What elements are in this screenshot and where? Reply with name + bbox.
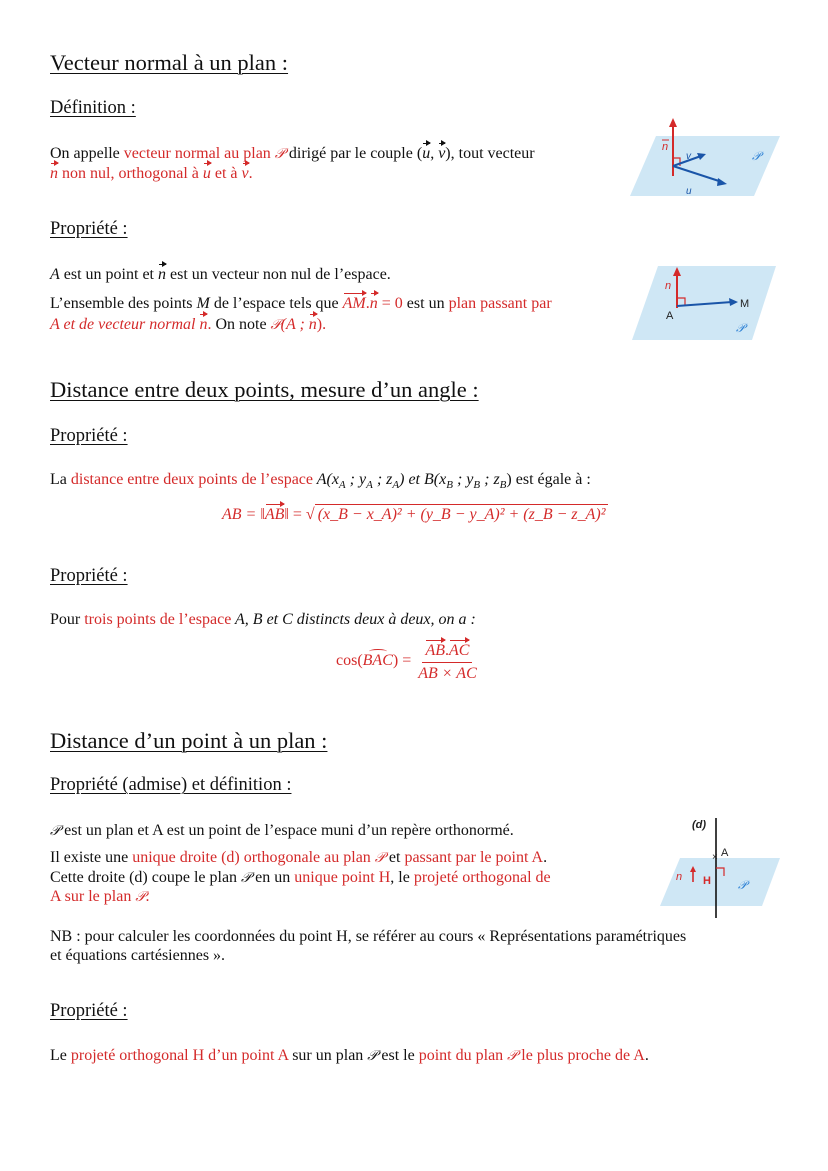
fig1-v-label: v xyxy=(686,151,691,162)
nb-line-1: NB : pour calculer les coordonnées du point H, se référer au cours « Représentations paramétriques xyxy=(50,928,687,945)
section-title-point-plane-distance: Distance d’un point à un plan : xyxy=(50,728,328,753)
fig2-n-label: n xyxy=(665,280,672,292)
property-heading-2: Propriété : xyxy=(50,426,128,446)
distance-formula: AB = ‖AB‖ = √ (x_B − x_A)² + (y_B − y_A)² + (z_B − z_A)² xyxy=(222,506,606,523)
fig3-n-label: n xyxy=(676,871,683,883)
fig3-h-label: H xyxy=(703,875,711,887)
orthogonal-projection-figure xyxy=(658,810,782,920)
closest-point-property: Le projeté orthogonal H d’un point A sur un plan 𝒫 est le point du plan 𝒫 le plus proche de A. xyxy=(50,1047,649,1064)
distance-property-text: La distance entre deux points de l’espace $A(x_A$ ; $y_A$ ; $z_A$) et $B(x_B$ ; $y_B$ ; $z_B$) est égale à : xyxy=(50,471,591,492)
definition-line-1: On appelle vecteur normal au plan 𝒫 dirigé par le couple (u, v), tout vecteur xyxy=(50,145,535,162)
property-1-line-2: L’ensemble des points M de l’espace tels que AM.n = 0 est un plan passant par xyxy=(50,295,552,312)
projection-line-4: A sur le plan 𝒫. xyxy=(50,888,150,905)
projection-line-2: Il existe une unique droite (d) orthogonale au plan 𝒫 et passant par le point A. xyxy=(50,849,548,866)
angle-property-text: Pour trois points de l’espace A, B et C distincts deux à deux, on a : xyxy=(50,611,476,628)
nb-line-2: et équations cartésiennes ». xyxy=(50,947,226,964)
fig2-m-label: M xyxy=(740,298,750,310)
projection-line-3: Cette droite (d) coupe le plan 𝒫 en un unique point H, le projeté orthogonal de xyxy=(50,869,551,886)
fig2-a-label: A xyxy=(666,310,674,322)
normal-vector-figure xyxy=(626,116,784,202)
property-1-line-1: A est un point et n est un vecteur non nul de l’espace. xyxy=(50,266,391,283)
property-heading-3: Propriété : xyxy=(50,566,128,586)
fig1-u-label: u xyxy=(686,186,692,197)
svg-text:×: × xyxy=(712,852,718,863)
section-title-distance-angle: Distance entre deux points, mesure d’un angle : xyxy=(50,377,479,402)
definition-line-2: n non nul, orthogonal à u et à v. xyxy=(50,165,253,182)
property-1-line-3: A et de vecteur normal n. On note 𝒫(A ; n). xyxy=(50,316,327,333)
property-heading-4: Propriété : xyxy=(50,1001,128,1021)
plane-shape xyxy=(632,266,776,340)
property-heading-1: Propriété : xyxy=(50,219,128,239)
plane-shape xyxy=(630,136,780,196)
angle-formula: cos(BAC) = $\frac{AB.AC}{AB \times AC}$ xyxy=(336,642,477,682)
fig3-a-label: A xyxy=(721,847,729,859)
fig2-plane-label: 𝒫 xyxy=(736,321,745,335)
section-title-normal-vector: Vecteur normal à un plan : xyxy=(50,50,289,75)
fig3-d-label: (d) xyxy=(692,819,707,831)
definition-heading: Définition : xyxy=(50,98,136,118)
fig3-plane-label: 𝒫 xyxy=(738,878,747,892)
projection-line-1: 𝒫 est un plan et A est un point de l’espace muni d’un repère orthonormé. xyxy=(50,822,514,839)
fig1-plane-label: 𝒫 xyxy=(752,149,761,163)
fig1-n-label: n xyxy=(662,141,669,153)
plane-through-point-figure xyxy=(630,262,780,342)
property-definition-heading: Propriété (admise) et définition : xyxy=(50,775,292,795)
